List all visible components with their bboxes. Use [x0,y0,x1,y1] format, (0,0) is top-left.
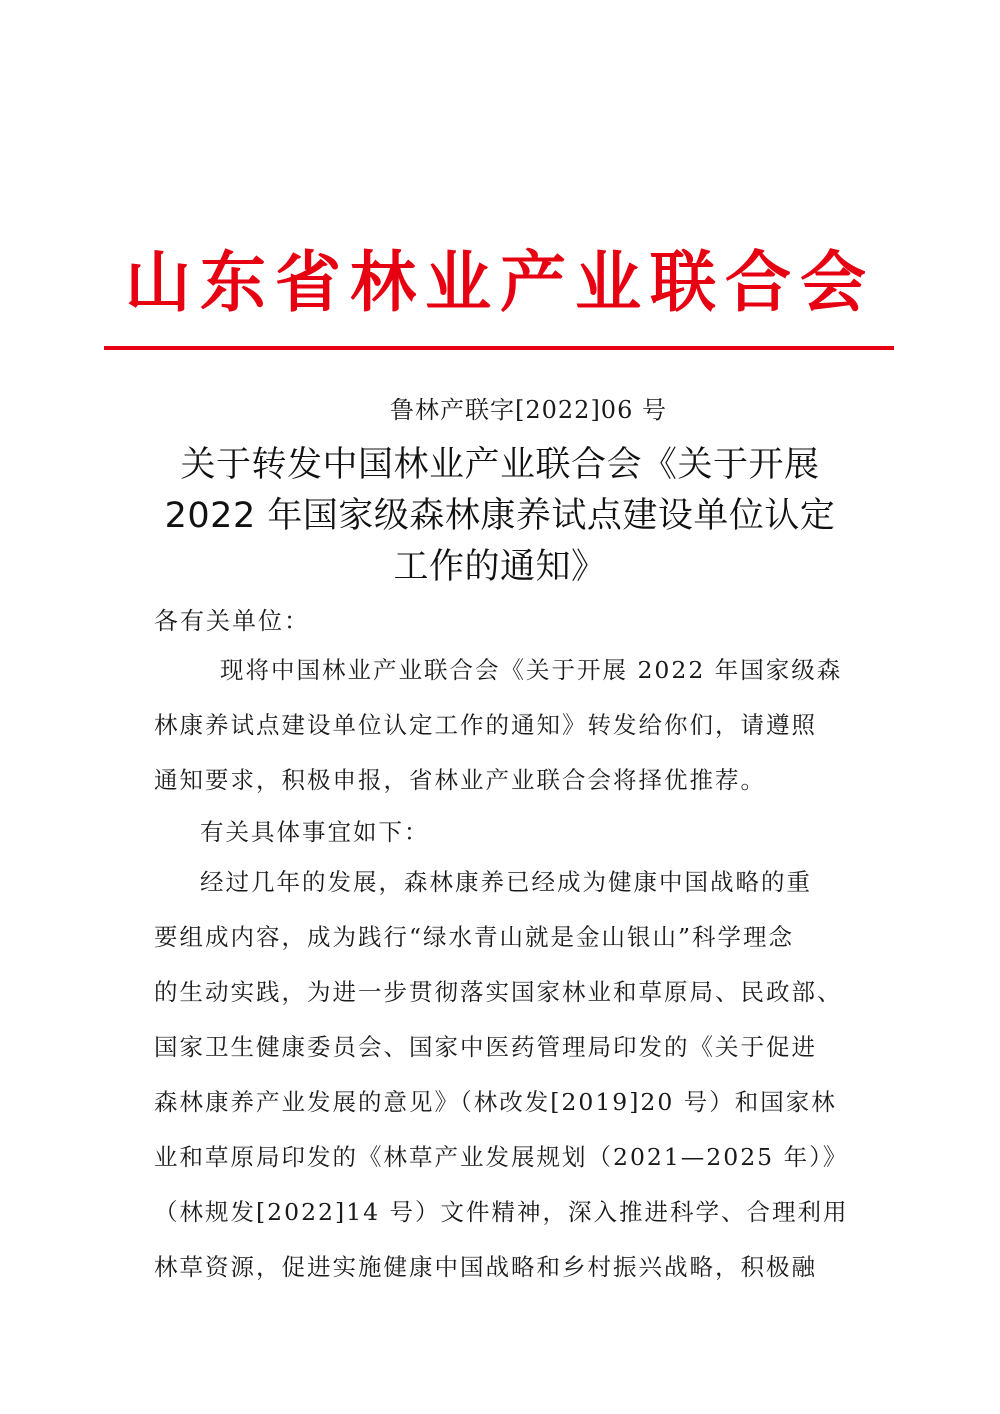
body-paragraph-forwarding [154,643,854,808]
paragraph-line: 业和草原局印发的《林草产业发展规划（2021—2025 年）》 [154,1143,849,1171]
paragraph-line: 经过几年的发展，森林康养已经成为健康中国战略的重 [200,868,812,896]
document-number: 鲁林产联字[2022]06 号 [390,396,667,424]
masthead-organization-name: 山东省林业产业联合会 [125,244,875,321]
paragraph-line: 要组成内容，成为践行“绿水青山就是金山银山”科学理念 [154,923,795,951]
body-paragraph-details-intro [154,805,854,860]
paragraph-line: 国家卫生健康委员会、国家中医药管理局印发的《关于促进 [154,1033,817,1061]
title-line: 2022 年国家级森林康养试点建设单位认定 [164,496,836,536]
red-divider-line [104,346,894,350]
paragraph-line: 现将中国林业产业联合会《关于开展 2022 年国家级森 [220,656,843,684]
paragraph-line: 有关具体事宜如下： [200,818,430,846]
salutation: 各有关单位： [154,607,310,635]
paragraph-line: 通知要求，积极申报，省林业产业联合会将择优推荐。 [154,766,766,794]
paragraph-line: 的生动实践，为进一步贯彻落实国家林业和草原局、民政部、 [154,978,843,1006]
document-title [120,440,880,593]
title-line: 关于转发中国林业产业联合会《关于开展 [180,445,820,485]
paragraph-line: 森林康养产业发展的意见》（林改发[2019]20 号）和国家林 [154,1088,837,1116]
body-paragraph-background [154,855,854,1295]
paragraph-line: 林康养试点建设单位认定工作的通知》转发给你们，请遵照 [154,711,817,739]
paragraph-line: 林草资源，促进实施健康中国战略和乡村振兴战略，积极融 [154,1253,817,1281]
paragraph-line: （林规发[2022]14 号）文件精神，深入推进科学、合理利用 [154,1198,849,1226]
title-line: 工作的通知》 [393,547,607,587]
